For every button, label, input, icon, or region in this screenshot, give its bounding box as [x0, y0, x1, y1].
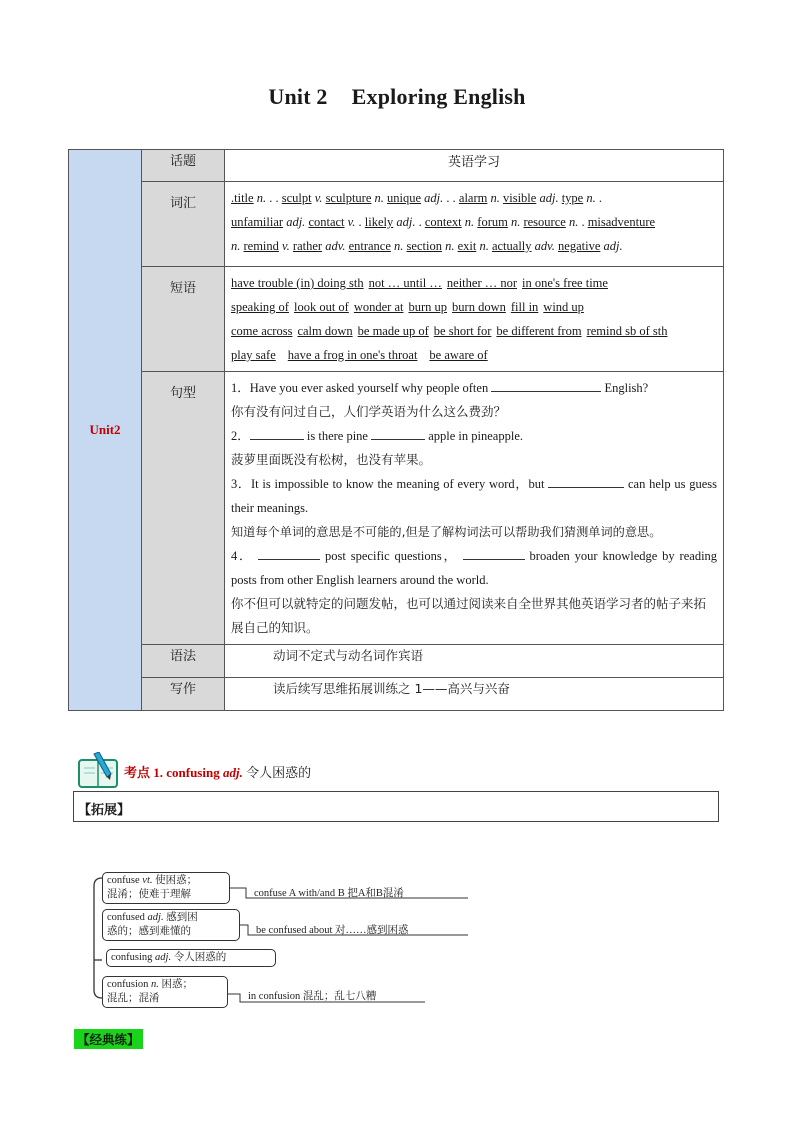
vocab-word: context — [424, 215, 462, 229]
vocab-pos: . — [446, 191, 450, 205]
mindmap-node-confused: confused adj. 感到困 惑的；感到难懂的 — [102, 909, 240, 941]
vocab-word: sculpt — [281, 191, 312, 205]
sentences-cell — [225, 372, 724, 645]
vocab-line — [231, 186, 717, 210]
vocab-word: type — [561, 191, 584, 205]
writing-text: 读后续写思维拓展训练之 1——高兴与兴奋 — [225, 678, 724, 711]
vocab-pos: n. — [445, 239, 455, 253]
vocab-word: alarm — [458, 191, 488, 205]
vocab-word: likely — [364, 215, 394, 229]
vocab-pos: adj. — [539, 191, 559, 205]
sentence-3-zh: 知道每个单词的意思是不可能的,但是了解构词法可以帮助我们猜测单词的意思。 — [231, 525, 662, 539]
phrase-item: have trouble (in) doing sth — [231, 276, 364, 290]
vocab-word: actually — [491, 239, 532, 253]
vocab-pos: v. — [314, 191, 323, 205]
phrase-line — [231, 343, 717, 367]
sentence-3: 3．It is impossible to know the meaning of every word，but can help us guess their meanings. — [231, 472, 717, 520]
vocab-pos: adj. — [603, 239, 623, 253]
phrase-item: be different from — [496, 324, 582, 338]
vocab-pos: . — [581, 215, 585, 229]
mindmap-leaf-1: confuse A with/and B 把A和B混淆 — [254, 888, 404, 899]
phrase-item: burn down — [452, 300, 506, 314]
vocab-pos: v. — [282, 239, 290, 253]
row-label-sentences: 句型 — [142, 372, 225, 645]
phrase-item: be short for — [433, 324, 492, 338]
vocab-pos: n. — [490, 191, 500, 205]
kaodian-heading — [76, 752, 311, 790]
vocab-pos: n. — [394, 239, 404, 253]
vocab-pos: n. — [479, 239, 489, 253]
vocab-pos: . — [418, 215, 422, 229]
phrase-item: wonder at — [353, 300, 404, 314]
practice-label: 【经典练】 — [74, 1029, 143, 1049]
kaodian-title: 考点 1. confusing adj. 令人困惑的 — [124, 764, 312, 781]
sentence-4-zh: 你不但可以就特定的问题发帖，也可以通过阅读来自全世界其他英语学习者的帖子来拓展自己的知识。 — [231, 596, 707, 635]
mindmap-node-confusing: confusing adj. 令人困惑的 — [106, 949, 276, 967]
row-label-grammar: 语法 — [142, 645, 225, 678]
phrase-item: fill in — [510, 300, 539, 314]
topic-text: 英语学习 — [225, 150, 724, 182]
vocab-word: .title — [231, 191, 254, 205]
vocab-pos: adj. — [286, 215, 306, 229]
unit-label: Unit2 — [69, 150, 142, 711]
vocab-pos: v. — [347, 215, 356, 229]
vocab-pos: . — [358, 215, 362, 229]
phrase-item: speaking of — [231, 300, 289, 314]
vocab-pos: n. — [374, 191, 384, 205]
vocab-word: remind — [243, 239, 279, 253]
row-label-phrases: 短语 — [142, 267, 225, 372]
phrase-line — [231, 295, 717, 319]
vocab-pos: n. — [231, 239, 241, 253]
phrase-item: play safe — [231, 348, 276, 362]
vocab-cell — [225, 182, 724, 267]
phrases-cell — [225, 267, 724, 372]
vocab-word: unfamiliar — [231, 215, 284, 229]
row-label-writing: 写作 — [142, 678, 225, 711]
vocab-pos: adj. — [396, 215, 416, 229]
phrase-item: come across — [231, 324, 293, 338]
phrase-item: burn up — [408, 300, 448, 314]
vocab-word: negative — [558, 239, 601, 253]
phrase-item: in one's free time — [522, 276, 608, 290]
page-title: Unit 2 Exploring English — [268, 84, 526, 109]
phrase-item: remind sb of sth — [586, 324, 668, 338]
vocab-pos: adv. — [534, 239, 555, 253]
sentence-2: 2． is there pine apple in pineapple. — [231, 424, 717, 448]
sentence-2-zh: 菠萝里面既没有松树，也没有苹果。 — [231, 452, 432, 467]
vocab-pos: . — [269, 191, 273, 205]
vocab-pos: n. — [464, 215, 475, 229]
phrase-item: look out of — [293, 300, 349, 314]
vocab-word: section — [406, 239, 442, 253]
vocab-pos: n. — [586, 191, 596, 205]
sentence-1-zh: 你有没有问过自己，人们学英语为什么这么费劲？ — [231, 404, 507, 419]
vocab-pos: adj. — [424, 191, 444, 205]
phrase-item: be aware of — [429, 348, 488, 362]
phrase-item: calm down — [297, 324, 353, 338]
unit-summary-table — [68, 149, 724, 711]
phrase-line — [231, 271, 717, 295]
mindmap-leaf-3: in confusion 混乱；乱七八糟 — [248, 991, 377, 1002]
expand-box — [73, 791, 719, 822]
vocab-pos: . — [598, 191, 602, 205]
vocab-word: forum — [477, 215, 508, 229]
phrase-item: wind up — [543, 300, 584, 314]
expand-label: 【拓展】 — [78, 803, 131, 818]
vocab-line — [231, 210, 717, 234]
vocab-pos: . — [275, 191, 279, 205]
row-label-topic: 话题 — [142, 150, 225, 182]
vocab-word: visible — [503, 191, 537, 205]
notebook-pencil-icon — [76, 752, 122, 790]
vocab-word: entrance — [348, 239, 391, 253]
vocab-pos: n. — [510, 215, 521, 229]
vocab-word: exit — [457, 239, 477, 253]
vocab-word: rather — [292, 239, 323, 253]
grammar-text: 动词不定式与动名词作宾语 — [225, 645, 724, 678]
phrase-item: be made up of — [357, 324, 429, 338]
vocab-word: unique — [387, 191, 422, 205]
sentence-1: 1．Have you ever asked yourself why people often English? — [231, 376, 717, 400]
vocab-word: sculpture — [325, 191, 372, 205]
vocab-word: contact — [308, 215, 345, 229]
mindmap-node-confuse: confuse vt. 使困惑； 混淆；使难于理解 — [102, 872, 230, 904]
mindmap-node-confusion: confusion n. 困惑； 混乱；混淆 — [102, 976, 228, 1008]
vocab-word: resource — [523, 215, 566, 229]
vocab-pos: . — [452, 191, 456, 205]
vocab-pos: adv. — [325, 239, 346, 253]
vocab-pos: n. — [256, 191, 267, 205]
phrase-item: neither … nor — [446, 276, 518, 290]
vocab-line — [231, 234, 717, 258]
mindmap-leaf-2: be confused about 对……感到困惑 — [256, 925, 409, 936]
phrase-line — [231, 319, 717, 343]
phrase-item: have a frog in one's throat — [287, 348, 418, 362]
phrase-item: not … until … — [368, 276, 442, 290]
vocab-word: misadventure — [587, 215, 656, 229]
vocab-pos: n. — [568, 215, 579, 229]
sentence-4: 4． post specific questions， broaden your knowledge by reading posts from other English learners around the world. — [231, 544, 717, 592]
row-label-vocab: 词汇 — [142, 182, 225, 267]
